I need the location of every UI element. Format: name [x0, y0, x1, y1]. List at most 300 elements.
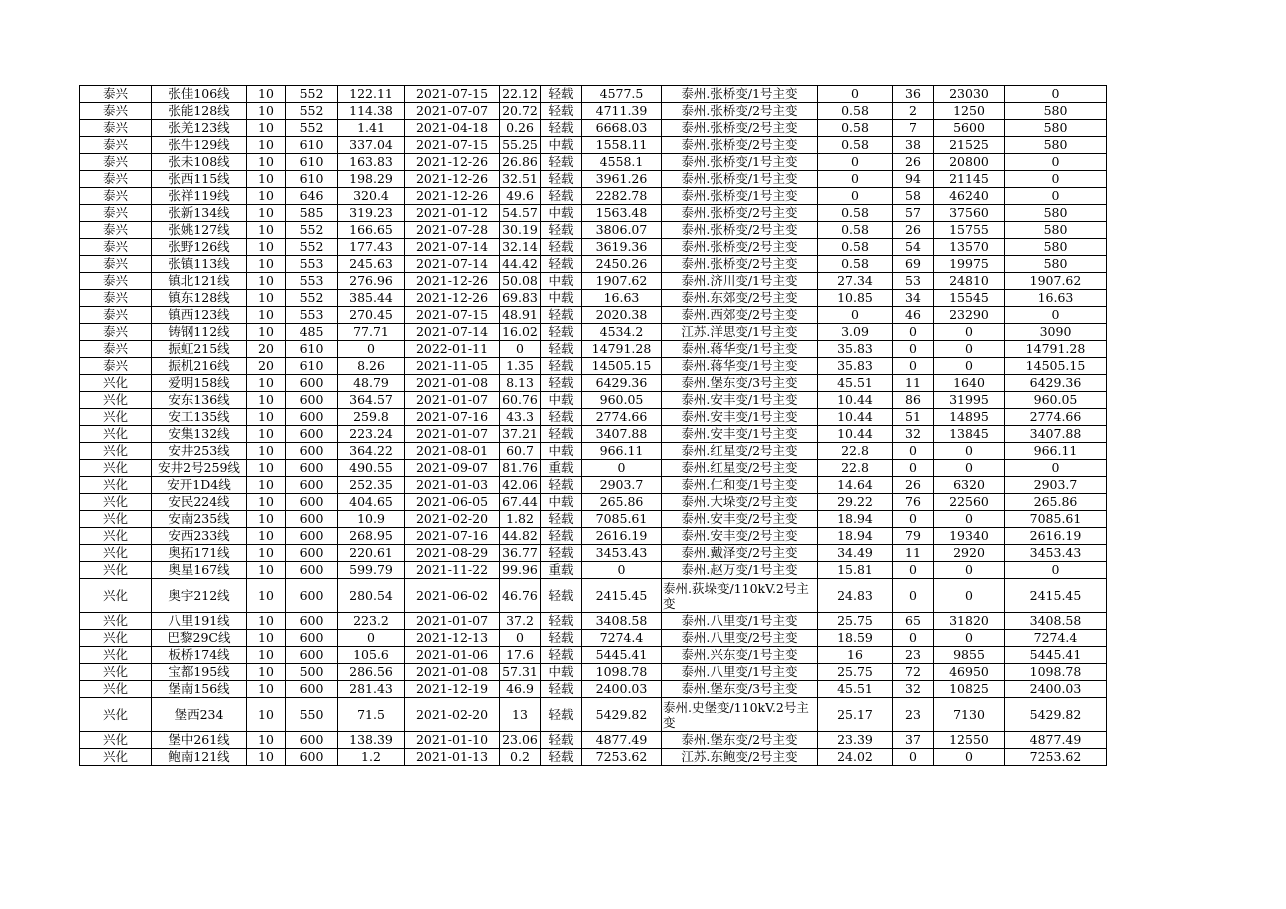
margin-cell: 7085.61 — [582, 511, 662, 528]
line-name-cell: 奥拓171线 — [152, 545, 247, 562]
amount-cell: 23030 — [934, 86, 1005, 103]
load-cell: 71.5 — [338, 698, 405, 732]
rate2-cell: 22.8 — [818, 443, 893, 460]
voltage-cell: 10 — [247, 664, 286, 681]
margin-cell: 2415.45 — [582, 579, 662, 613]
amount-cell: 31820 — [934, 613, 1005, 630]
count-cell: 37 — [893, 732, 934, 749]
transformer-cell: 泰州.安丰变/2号主变 — [662, 528, 818, 545]
load-status-cell: 轻载 — [541, 749, 582, 766]
voltage-cell: 10 — [247, 630, 286, 647]
voltage-cell: 10 — [247, 409, 286, 426]
date-cell: 2022-01-11 — [405, 341, 500, 358]
region-cell: 兴化 — [80, 409, 152, 426]
region-cell: 兴化 — [80, 647, 152, 664]
voltage-cell: 10 — [247, 579, 286, 613]
remaining-cell: 2774.66 — [1005, 409, 1107, 426]
count-cell: 11 — [893, 375, 934, 392]
region-cell: 泰兴 — [80, 324, 152, 341]
line-name-cell: 张祥119线 — [152, 188, 247, 205]
capacity-cell: 500 — [286, 664, 338, 681]
transformer-cell: 泰州.赵万变/1号主变 — [662, 562, 818, 579]
remaining-cell: 2616.19 — [1005, 528, 1107, 545]
capacity-cell: 600 — [286, 579, 338, 613]
amount-cell: 46950 — [934, 664, 1005, 681]
region-cell: 泰兴 — [80, 358, 152, 375]
margin-cell: 3407.88 — [582, 426, 662, 443]
rate2-cell: 18.94 — [818, 528, 893, 545]
load-status-cell: 中载 — [541, 290, 582, 307]
transformer-cell: 泰州.安丰变/2号主变 — [662, 511, 818, 528]
amount-cell: 1640 — [934, 375, 1005, 392]
table-row — [80, 477, 1107, 494]
line-name-cell: 张新134线 — [152, 205, 247, 222]
date-cell: 2021-01-13 — [405, 749, 500, 766]
transformer-cell: 泰州.兴东变/1号主变 — [662, 647, 818, 664]
capacity-cell: 610 — [286, 171, 338, 188]
table-row — [80, 239, 1107, 256]
load-rate-cell: 46.76 — [500, 579, 541, 613]
transformer-cell: 泰州.张桥变/2号主变 — [662, 256, 818, 273]
line-name-cell: 安井2号259线 — [152, 460, 247, 477]
voltage-cell: 10 — [247, 154, 286, 171]
amount-cell: 19340 — [934, 528, 1005, 545]
load-status-cell: 轻载 — [541, 511, 582, 528]
amount-cell: 22560 — [934, 494, 1005, 511]
margin-cell: 6429.36 — [582, 375, 662, 392]
amount-cell: 10825 — [934, 681, 1005, 698]
line-name-cell: 安西233线 — [152, 528, 247, 545]
rate2-cell: 29.22 — [818, 494, 893, 511]
margin-cell: 1558.11 — [582, 137, 662, 154]
count-cell: 0 — [893, 579, 934, 613]
margin-cell: 1098.78 — [582, 664, 662, 681]
capacity-cell: 600 — [286, 528, 338, 545]
count-cell: 0 — [893, 511, 934, 528]
rate2-cell: 22.8 — [818, 460, 893, 477]
table-row — [80, 205, 1107, 222]
voltage-cell: 10 — [247, 528, 286, 545]
remaining-cell: 580 — [1005, 256, 1107, 273]
table-row — [80, 681, 1107, 698]
load-cell: 268.95 — [338, 528, 405, 545]
count-cell: 36 — [893, 86, 934, 103]
capacity-cell: 600 — [286, 409, 338, 426]
voltage-cell: 10 — [247, 120, 286, 137]
rate2-cell: 24.02 — [818, 749, 893, 766]
transformer-cell: 泰州.张桥变/2号主变 — [662, 103, 818, 120]
table-row — [80, 256, 1107, 273]
remaining-cell: 580 — [1005, 205, 1107, 222]
load-rate-cell: 36.77 — [500, 545, 541, 562]
line-name-cell: 镇北121线 — [152, 273, 247, 290]
voltage-cell: 10 — [247, 137, 286, 154]
rate2-cell: 10.85 — [818, 290, 893, 307]
transformer-cell: 泰州.大垛变/2号主变 — [662, 494, 818, 511]
date-cell: 2021-12-19 — [405, 681, 500, 698]
date-cell: 2021-12-26 — [405, 290, 500, 307]
amount-cell: 20800 — [934, 154, 1005, 171]
margin-cell: 4558.1 — [582, 154, 662, 171]
line-name-cell: 张佳106线 — [152, 86, 247, 103]
load-status-cell: 轻载 — [541, 358, 582, 375]
date-cell: 2021-01-03 — [405, 477, 500, 494]
remaining-cell: 960.05 — [1005, 392, 1107, 409]
table-row — [80, 358, 1107, 375]
remaining-cell: 2415.45 — [1005, 579, 1107, 613]
rate2-cell: 0.58 — [818, 120, 893, 137]
load-cell: 490.55 — [338, 460, 405, 477]
remaining-cell: 580 — [1005, 137, 1107, 154]
voltage-cell: 10 — [247, 613, 286, 630]
load-cell: 364.57 — [338, 392, 405, 409]
voltage-cell: 10 — [247, 545, 286, 562]
transformer-cell: 泰州.安丰变/1号主变 — [662, 392, 818, 409]
load-cell: 281.43 — [338, 681, 405, 698]
region-cell: 兴化 — [80, 460, 152, 477]
count-cell: 57 — [893, 205, 934, 222]
table-row — [80, 290, 1107, 307]
date-cell: 2021-01-12 — [405, 205, 500, 222]
count-cell: 34 — [893, 290, 934, 307]
rate2-cell: 10.44 — [818, 426, 893, 443]
amount-cell: 13570 — [934, 239, 1005, 256]
capacity-cell: 585 — [286, 205, 338, 222]
amount-cell: 24810 — [934, 273, 1005, 290]
rate2-cell: 3.09 — [818, 324, 893, 341]
load-cell: 319.23 — [338, 205, 405, 222]
amount-cell: 0 — [934, 749, 1005, 766]
date-cell: 2021-12-26 — [405, 188, 500, 205]
amount-cell: 13845 — [934, 426, 1005, 443]
table-row — [80, 103, 1107, 120]
load-rate-cell: 37.2 — [500, 613, 541, 630]
rate2-cell: 25.17 — [818, 698, 893, 732]
load-status-cell: 轻载 — [541, 307, 582, 324]
region-cell: 兴化 — [80, 426, 152, 443]
line-name-cell: 安工135线 — [152, 409, 247, 426]
capacity-cell: 646 — [286, 188, 338, 205]
region-cell: 泰兴 — [80, 341, 152, 358]
remaining-cell: 966.11 — [1005, 443, 1107, 460]
rate2-cell: 0.58 — [818, 205, 893, 222]
rate2-cell: 15.81 — [818, 562, 893, 579]
load-rate-cell: 42.06 — [500, 477, 541, 494]
load-cell: 252.35 — [338, 477, 405, 494]
table-row — [80, 647, 1107, 664]
load-status-cell: 轻载 — [541, 375, 582, 392]
load-status-cell: 轻载 — [541, 579, 582, 613]
load-cell: 0 — [338, 341, 405, 358]
load-status-cell: 轻载 — [541, 222, 582, 239]
region-cell: 泰兴 — [80, 205, 152, 222]
load-status-cell: 轻载 — [541, 103, 582, 120]
voltage-cell: 10 — [247, 647, 286, 664]
remaining-cell: 3090 — [1005, 324, 1107, 341]
remaining-cell: 265.86 — [1005, 494, 1107, 511]
table-row — [80, 222, 1107, 239]
transformer-cell: 泰州.济川变/1号主变 — [662, 273, 818, 290]
load-cell: 1.41 — [338, 120, 405, 137]
margin-cell: 3408.58 — [582, 613, 662, 630]
date-cell: 2021-08-29 — [405, 545, 500, 562]
load-status-cell: 中载 — [541, 664, 582, 681]
capacity-cell: 600 — [286, 477, 338, 494]
margin-cell: 265.86 — [582, 494, 662, 511]
load-cell: 220.61 — [338, 545, 405, 562]
date-cell: 2021-06-02 — [405, 579, 500, 613]
table-row — [80, 154, 1107, 171]
load-rate-cell: 0 — [500, 341, 541, 358]
remaining-cell: 3408.58 — [1005, 613, 1107, 630]
table-body — [80, 86, 1107, 766]
load-cell: 364.22 — [338, 443, 405, 460]
capacity-cell: 552 — [286, 222, 338, 239]
rate2-cell: 34.49 — [818, 545, 893, 562]
transformer-cell: 泰州.戴泽变/2号主变 — [662, 545, 818, 562]
transformer-cell: 泰州.八里变/1号主变 — [662, 664, 818, 681]
table-row — [80, 392, 1107, 409]
margin-cell: 2450.26 — [582, 256, 662, 273]
region-cell: 泰兴 — [80, 239, 152, 256]
line-name-cell: 安开1D4线 — [152, 477, 247, 494]
voltage-cell: 10 — [247, 562, 286, 579]
transformer-cell: 泰州.史堡变/110kV.2号主变 — [662, 698, 818, 732]
rate2-cell: 0 — [818, 86, 893, 103]
amount-cell: 0 — [934, 358, 1005, 375]
amount-cell: 7130 — [934, 698, 1005, 732]
region-cell: 泰兴 — [80, 103, 152, 120]
region-cell: 兴化 — [80, 477, 152, 494]
table-row — [80, 86, 1107, 103]
date-cell: 2021-11-05 — [405, 358, 500, 375]
amount-cell: 0 — [934, 562, 1005, 579]
load-cell: 1.2 — [338, 749, 405, 766]
load-rate-cell: 57.31 — [500, 664, 541, 681]
count-cell: 23 — [893, 647, 934, 664]
rate2-cell: 0.58 — [818, 239, 893, 256]
date-cell: 2021-07-28 — [405, 222, 500, 239]
region-cell: 兴化 — [80, 511, 152, 528]
date-cell: 2021-01-08 — [405, 375, 500, 392]
transformer-cell: 泰州.红星变/2号主变 — [662, 443, 818, 460]
voltage-cell: 10 — [247, 222, 286, 239]
margin-cell: 4577.5 — [582, 86, 662, 103]
voltage-cell: 10 — [247, 477, 286, 494]
load-cell: 276.96 — [338, 273, 405, 290]
date-cell: 2021-07-14 — [405, 239, 500, 256]
capacity-cell: 600 — [286, 511, 338, 528]
amount-cell: 6320 — [934, 477, 1005, 494]
region-cell: 兴化 — [80, 375, 152, 392]
margin-cell: 1907.62 — [582, 273, 662, 290]
voltage-cell: 10 — [247, 681, 286, 698]
count-cell: 72 — [893, 664, 934, 681]
voltage-cell: 20 — [247, 341, 286, 358]
region-cell: 泰兴 — [80, 188, 152, 205]
count-cell: 69 — [893, 256, 934, 273]
date-cell: 2021-02-20 — [405, 511, 500, 528]
load-rate-cell: 99.96 — [500, 562, 541, 579]
load-status-cell: 轻载 — [541, 681, 582, 698]
margin-cell: 0 — [582, 562, 662, 579]
remaining-cell: 580 — [1005, 103, 1107, 120]
capacity-cell: 553 — [286, 256, 338, 273]
load-cell: 286.56 — [338, 664, 405, 681]
amount-cell: 15545 — [934, 290, 1005, 307]
transformer-cell: 泰州.张桥变/1号主变 — [662, 188, 818, 205]
table-row — [80, 409, 1107, 426]
date-cell: 2021-01-07 — [405, 613, 500, 630]
count-cell: 11 — [893, 545, 934, 562]
table-row — [80, 324, 1107, 341]
remaining-cell: 3407.88 — [1005, 426, 1107, 443]
rate2-cell: 27.34 — [818, 273, 893, 290]
line-name-cell: 张未108线 — [152, 154, 247, 171]
load-status-cell: 轻载 — [541, 120, 582, 137]
margin-cell: 2282.78 — [582, 188, 662, 205]
capacity-cell: 600 — [286, 647, 338, 664]
line-name-cell: 安民224线 — [152, 494, 247, 511]
margin-cell: 3806.07 — [582, 222, 662, 239]
load-cell: 48.79 — [338, 375, 405, 392]
transformer-cell: 泰州.张桥变/2号主变 — [662, 120, 818, 137]
voltage-cell: 10 — [247, 103, 286, 120]
remaining-cell: 0 — [1005, 86, 1107, 103]
amount-cell: 15755 — [934, 222, 1005, 239]
transformer-cell: 泰州.张桥变/1号主变 — [662, 154, 818, 171]
count-cell: 0 — [893, 443, 934, 460]
date-cell: 2021-11-22 — [405, 562, 500, 579]
load-status-cell: 中载 — [541, 205, 582, 222]
table-row — [80, 171, 1107, 188]
load-status-cell: 中载 — [541, 273, 582, 290]
load-status-cell: 轻载 — [541, 732, 582, 749]
margin-cell: 2774.66 — [582, 409, 662, 426]
transformer-cell: 泰州.八里变/2号主变 — [662, 630, 818, 647]
load-cell: 320.4 — [338, 188, 405, 205]
load-rate-cell: 8.13 — [500, 375, 541, 392]
date-cell: 2021-07-14 — [405, 256, 500, 273]
load-rate-cell: 20.72 — [500, 103, 541, 120]
margin-cell: 0 — [582, 460, 662, 477]
voltage-cell: 10 — [247, 698, 286, 732]
table-row — [80, 426, 1107, 443]
load-cell: 270.45 — [338, 307, 405, 324]
load-rate-cell: 16.02 — [500, 324, 541, 341]
voltage-cell: 10 — [247, 749, 286, 766]
rate2-cell: 0.58 — [818, 222, 893, 239]
capacity-cell: 600 — [286, 426, 338, 443]
transformer-cell: 泰州.八里变/1号主变 — [662, 613, 818, 630]
count-cell: 65 — [893, 613, 934, 630]
rate2-cell: 10.44 — [818, 409, 893, 426]
margin-cell: 14505.15 — [582, 358, 662, 375]
rate2-cell: 10.44 — [818, 392, 893, 409]
load-rate-cell: 32.51 — [500, 171, 541, 188]
load-cell: 105.6 — [338, 647, 405, 664]
voltage-cell: 10 — [247, 290, 286, 307]
line-name-cell: 张能128线 — [152, 103, 247, 120]
transformer-cell: 江苏.东鲍变/2号主变 — [662, 749, 818, 766]
voltage-cell: 10 — [247, 171, 286, 188]
capacity-cell: 552 — [286, 103, 338, 120]
region-cell: 泰兴 — [80, 154, 152, 171]
load-rate-cell: 60.76 — [500, 392, 541, 409]
date-cell: 2021-07-15 — [405, 137, 500, 154]
load-cell: 337.04 — [338, 137, 405, 154]
count-cell: 86 — [893, 392, 934, 409]
date-cell: 2021-07-15 — [405, 86, 500, 103]
date-cell: 2021-12-26 — [405, 273, 500, 290]
transformer-cell: 泰州.张桥变/2号主变 — [662, 222, 818, 239]
load-rate-cell: 49.6 — [500, 188, 541, 205]
load-status-cell: 轻载 — [541, 647, 582, 664]
voltage-cell: 10 — [247, 732, 286, 749]
load-status-cell: 重载 — [541, 562, 582, 579]
amount-cell: 37560 — [934, 205, 1005, 222]
rate2-cell: 35.83 — [818, 341, 893, 358]
remaining-cell: 1907.62 — [1005, 273, 1107, 290]
amount-cell: 0 — [934, 630, 1005, 647]
remaining-cell: 7085.61 — [1005, 511, 1107, 528]
remaining-cell: 0 — [1005, 307, 1107, 324]
date-cell: 2021-01-07 — [405, 426, 500, 443]
amount-cell: 0 — [934, 579, 1005, 613]
load-rate-cell: 30.19 — [500, 222, 541, 239]
region-cell: 泰兴 — [80, 120, 152, 137]
line-name-cell: 振机216线 — [152, 358, 247, 375]
load-status-cell: 轻载 — [541, 426, 582, 443]
capacity-cell: 600 — [286, 460, 338, 477]
line-name-cell: 爱明158线 — [152, 375, 247, 392]
date-cell: 2021-12-26 — [405, 154, 500, 171]
remaining-cell: 3453.43 — [1005, 545, 1107, 562]
margin-cell: 960.05 — [582, 392, 662, 409]
load-status-cell: 中载 — [541, 392, 582, 409]
count-cell: 94 — [893, 171, 934, 188]
load-cell: 114.38 — [338, 103, 405, 120]
table-row — [80, 273, 1107, 290]
count-cell: 26 — [893, 477, 934, 494]
load-status-cell: 轻载 — [541, 171, 582, 188]
capacity-cell: 553 — [286, 273, 338, 290]
count-cell: 79 — [893, 528, 934, 545]
load-rate-cell: 0 — [500, 630, 541, 647]
table-row — [80, 613, 1107, 630]
load-cell: 245.63 — [338, 256, 405, 273]
line-name-cell: 张牛129线 — [152, 137, 247, 154]
transformer-cell: 泰州.张桥变/2号主变 — [662, 239, 818, 256]
capacity-cell: 485 — [286, 324, 338, 341]
transformer-cell: 泰州.仁和变/1号主变 — [662, 477, 818, 494]
date-cell: 2021-01-07 — [405, 392, 500, 409]
remaining-cell: 580 — [1005, 120, 1107, 137]
load-rate-cell: 0.2 — [500, 749, 541, 766]
amount-cell: 21525 — [934, 137, 1005, 154]
amount-cell: 1250 — [934, 103, 1005, 120]
amount-cell: 0 — [934, 324, 1005, 341]
line-name-cell: 奥星167线 — [152, 562, 247, 579]
load-cell: 8.26 — [338, 358, 405, 375]
line-name-cell: 安集132线 — [152, 426, 247, 443]
load-status-cell: 中载 — [541, 137, 582, 154]
load-cell: 404.65 — [338, 494, 405, 511]
count-cell: 23 — [893, 698, 934, 732]
table-row — [80, 528, 1107, 545]
capacity-cell: 600 — [286, 375, 338, 392]
date-cell: 2021-07-14 — [405, 324, 500, 341]
